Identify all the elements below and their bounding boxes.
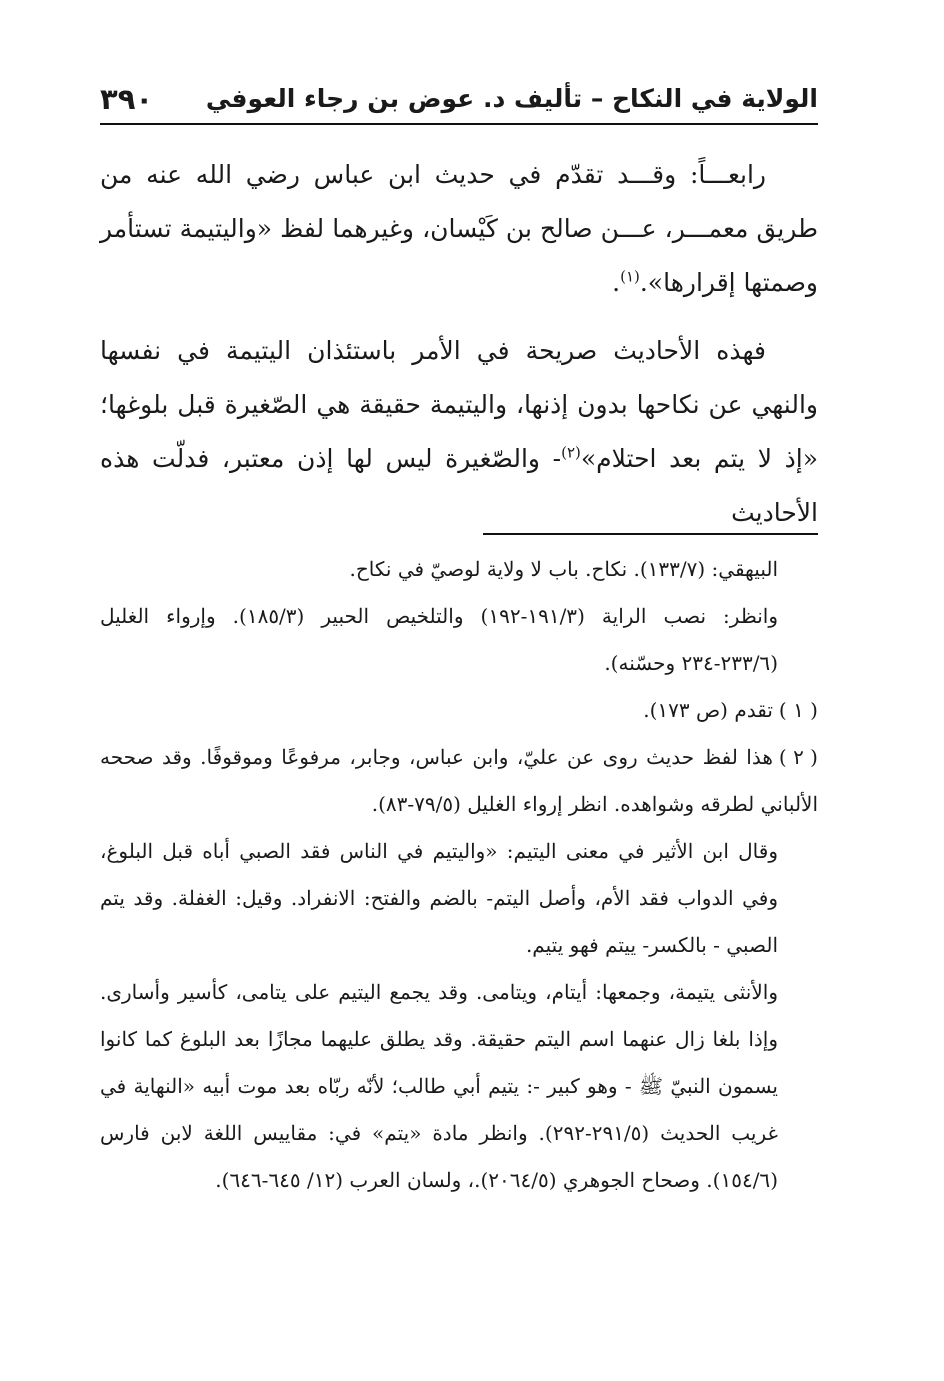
header-rule (100, 123, 818, 125)
paragraph-2 (100, 324, 818, 540)
footnote-carry-line-2: وانظر: نصب الراية (١٩١/٣-١٩٢) والتلخيص الحبير (١٨٥/٣). وإرواء الغليل (٢٣٣/٦-٢٣٤ وحسّنه). (100, 604, 779, 675)
footnote-2-text: هذا لفظ حديث روى عن عليّ، وابن عباس، وجابر، مرفوعًا وموقوفًا. وقد صححه الألباني لطرقه وشواهده. انظر إرواء الغليل (٧٩/٥-٨٣). (100, 745, 818, 816)
footnote-2-paragraph-1: وقال ابن الأثير في معنى اليتيم: «واليتيم في الناس فقد الصبي أباه قبل البلوغ، وفي الدواب فقد الأم، وأصل اليتم- بالضم والفتح: الانفراد. وقيل: الغفلة. وقد يتم الصبي - بالكسر- ييتم فهو يتيم. (100, 839, 778, 957)
footnote-2-paragraph-2: والأنثى يتيمة، وجمعها: أيتام، ويتامى. وقد يجمع اليتيم على يتامى، كأسير وأسارى. وإذا بلغا زال عنهما اسم اليتم حقيقة. وقد يطلق عليهما مجازًا بعد البلوغ كما كانوا يسمون النبيّ ﷺ - وهو كبير -: يتيم أبي طالب؛ لأنّه ربّاه بعد موت أبيه «النهاية في غريب الحديث (٢٩١/٥-٢٩٢). وانظر مادة «يتم» في: مقاييس اللغة لابن فارس (١٥٤/٦). وصحاح الجوهري (٢٠٦٤/٥).، ولسان العرب (١٢/ ٦٤٥-٦٤٦). (100, 980, 778, 1192)
header-title: الولاية في النكاح – تأليف د. عوض بن رجاء العوفي (205, 84, 818, 113)
footnote-carry-line-1: البيهقي: (١٣٣/٧). نكاح. باب لا ولاية لوصيّ في نكاح. (349, 557, 778, 581)
footnote-1-marker: ( ١ ) (778, 698, 818, 722)
paragraph-1-text: رابعـــاً: وقـــد تقدّم في حديث ابن عباس رضي الله عنه من طريق معمـــر، عـــن صالح بن كَيْسان، وغيرهما لفظ «واليتيمة تستأمر وصمتها إقرارها». (100, 160, 818, 297)
footnote-2 (100, 734, 818, 828)
paragraph-2-text: فهذه الأحاديث صريحة في الأمر باستئذان اليتيمة في نفسها والنهي عن نكاحها بدون إذنها، واليتيمة حقيقة هي الصّغيرة قبل بلوغها؛ «إذ لا يتم بعد احتلام» (100, 336, 818, 473)
page-number: ٣٩٠ (100, 82, 154, 116)
footnote-1-text: تقدم (ص ١٧٣). (643, 698, 773, 722)
footnote-ref-2: (٢) (561, 443, 581, 462)
footnote-2-marker: ( ٢ ) (778, 745, 818, 769)
footnote-1 (100, 687, 818, 734)
footnotes (100, 546, 818, 1204)
running-header (100, 82, 818, 122)
paragraph-1: رابعـــاً: وقـــد تقدّم في حديث ابن عباس رضي الله عنه من طريق معمـــر، عـــن صالح بن كَيْسان، وغيرهما لفظ «واليتيمة تستأمر وصمتها إقرارها».$^{(١)}$. (100, 160, 818, 297)
footnote-separator (483, 533, 818, 535)
footnote-ref-1: (١) (620, 267, 640, 286)
main-text (100, 148, 818, 540)
paragraph-2-continuation: - والصّغيرة ليس لها إذن معتبر، فدلّت هذه الأحاديث (100, 444, 818, 527)
